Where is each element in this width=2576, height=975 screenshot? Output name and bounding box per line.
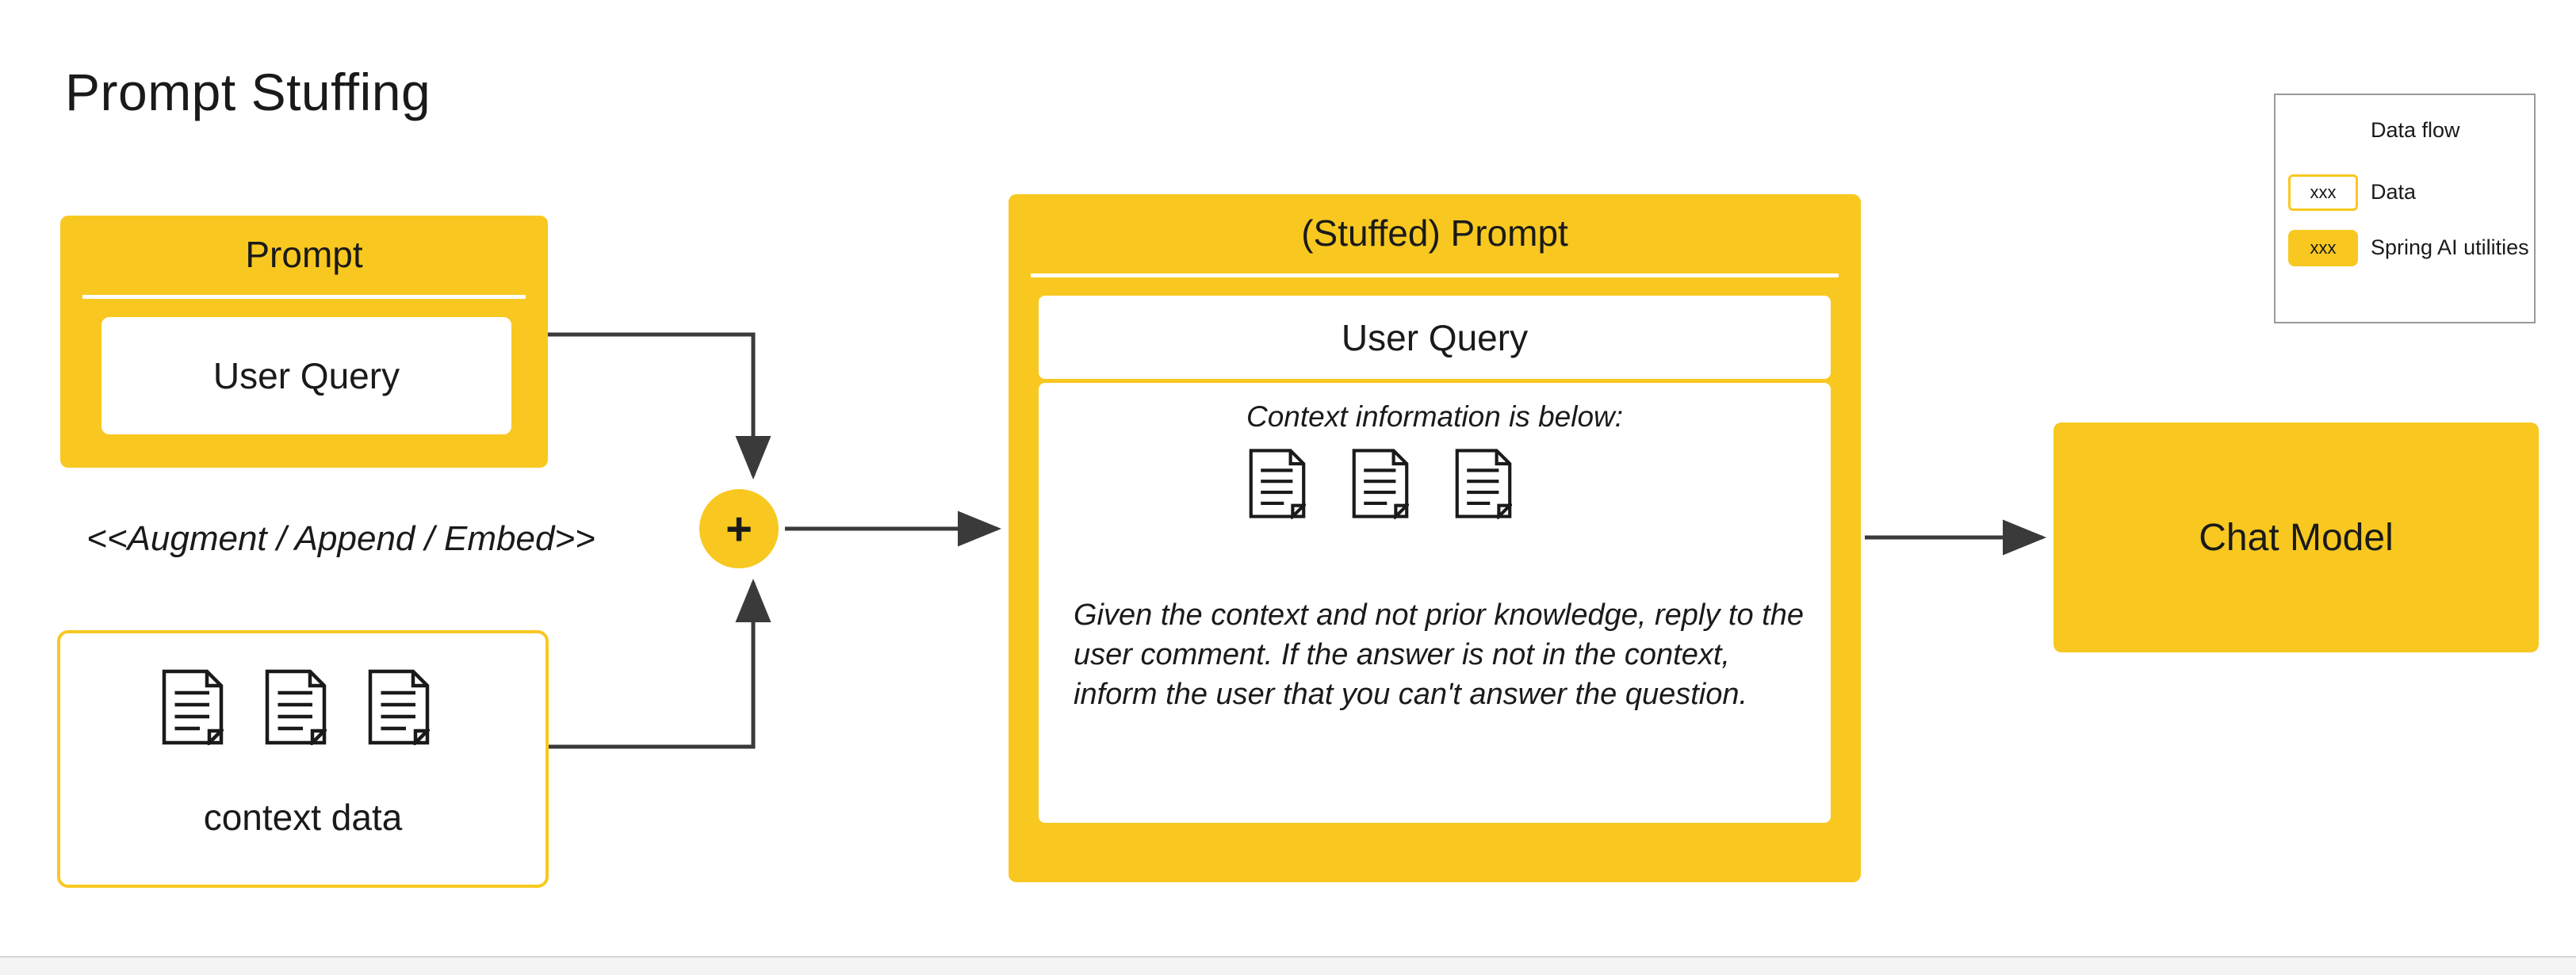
legend-row-data-flow xyxy=(2288,113,2529,149)
combine-plus-node: + xyxy=(699,489,779,568)
context-information-label: Context information is below: xyxy=(1246,400,1624,433)
legend-label: Spring AI utilities xyxy=(2371,235,2529,260)
document-icon xyxy=(265,669,327,749)
document-icon xyxy=(1352,448,1409,523)
context-data-caption: context data xyxy=(203,797,403,838)
page-title: Prompt Stuffing xyxy=(65,63,431,121)
legend-row-data xyxy=(2288,174,2529,211)
legend-label: Data flow xyxy=(2371,118,2460,143)
stuffed-context-panel xyxy=(1039,383,1831,823)
context-data-box xyxy=(57,630,549,888)
stuffed-instruction-text: Given the context and not prior knowledge, reply to the user comment. If the answer is not in the context, inform the user that you can't answer the question. xyxy=(1074,598,1804,712)
stuffed-prompt-box xyxy=(1009,194,1861,882)
bottom-band xyxy=(0,958,2576,975)
prompt-box-header: Prompt xyxy=(245,234,363,275)
chat-model-box: Chat Model xyxy=(2054,422,2539,652)
document-icon xyxy=(368,669,430,749)
stuffed-prompt-header: (Stuffed) Prompt xyxy=(1301,212,1568,254)
legend-swatch-data: xxx xyxy=(2288,174,2358,211)
prompt-box xyxy=(60,216,548,468)
prompt-box-divider xyxy=(82,295,526,299)
prompt-user-query: User Query xyxy=(101,317,511,434)
context-document-row xyxy=(162,669,430,749)
document-icon xyxy=(1455,448,1512,523)
document-icon xyxy=(1249,448,1306,523)
stuffed-user-query: User Query xyxy=(1039,296,1831,379)
legend-row-spring-ai xyxy=(2288,230,2529,266)
data-flow-arrow-icon xyxy=(2288,113,2358,149)
legend-label: Data xyxy=(2371,180,2417,205)
stuffed-document-row xyxy=(1249,448,1512,523)
stuffed-prompt-divider xyxy=(1031,273,1839,277)
augment-label: <<Augment / Append / Embed>> xyxy=(86,519,595,558)
legend-swatch-utilities: xxx xyxy=(2288,230,2358,266)
legend xyxy=(2274,94,2536,323)
document-icon xyxy=(162,669,224,749)
